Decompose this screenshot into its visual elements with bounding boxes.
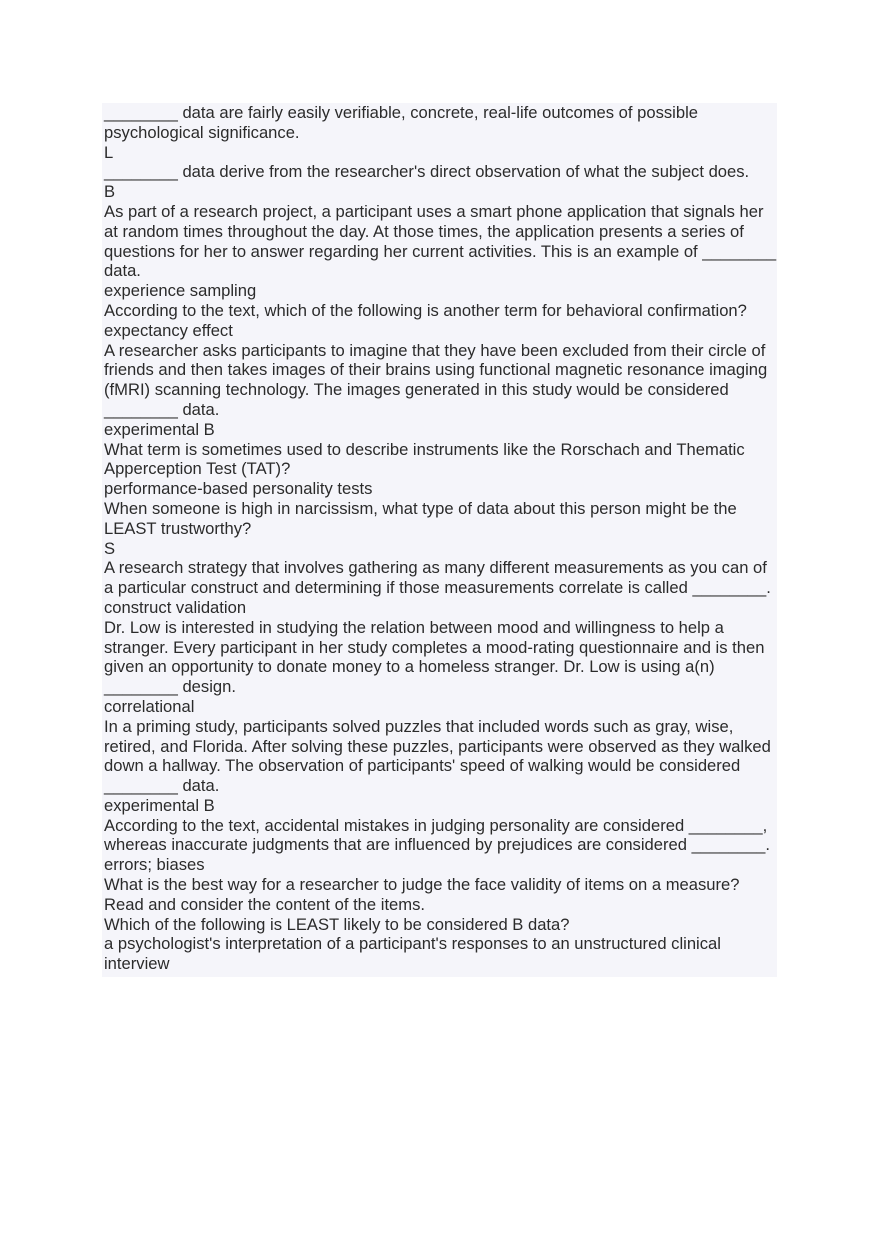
answer-text: construct validation: [104, 597, 247, 617]
question-text: In a priming study, participants solved puzzles that included words such as gray, wise, retired, and Florida. After solving these puzzles, participants were observed as they walked down a hallway. The observation of participants' speed of walking would be considered ________ data.: [104, 716, 771, 796]
question-text: What term is sometimes used to describe instruments like the Rorschach and Thematic Apperception Test (TAT)?: [104, 439, 745, 479]
answer-text: experimental B: [104, 795, 215, 815]
question-text: ________ data are fairly easily verifiable, concrete, real-life outcomes of possible psychological significance.: [104, 103, 699, 142]
question-text: As part of a research project, a participant uses a smart phone application that signals her at random times throughout the day. At those times, the application presents a series of questions for her to answer regarding her current activities. This is an example of ________ data.: [104, 201, 777, 281]
question-text: A researcher asks participants to imagine that they have been excluded from their circle of friends and then takes images of their brains using functional magnetic resonance imaging (fMRI) scanning technology. The images generated in this study would be considered ________ data.: [104, 340, 768, 419]
question-text: Which of the following is LEAST likely to be considered B data?: [104, 914, 570, 934]
question-text: What is the best way for a researcher to judge the face validity of items on a measure?: [104, 875, 740, 895]
answer-text: B: [104, 182, 116, 202]
answer-text: performance-based personality tests: [104, 479, 373, 499]
question-text: According to the text, which of the following is another term for behavioral confirmation?: [104, 300, 747, 320]
answer-text: a psychologist's interpretation of a participant's responses to an unstructured clinical interview: [104, 934, 721, 974]
answer-text: expectancy effect: [104, 320, 233, 340]
answer-text: experience sampling: [104, 281, 257, 301]
answer-text: errors; biases: [104, 855, 205, 875]
question-text: A research strategy that involves gathering as many different measurements as you can of a particular construct and determining if those measurements correlate is called ________.: [104, 558, 771, 598]
answer-text: experimental B: [104, 419, 215, 439]
question-text: According to the text, accidental mistakes in judging personality are considered ________, whereas inaccurate judgments that are influenced by prejudices are considered ________.: [104, 815, 771, 855]
answer-text: correlational: [104, 696, 195, 716]
flashcard-text-block: [102, 103, 777, 977]
question-text: When someone is high in narcissism, what type of data about this person might be the LEAST trustworthy?: [104, 498, 737, 538]
answer-text: Read and consider the content of the items.: [104, 894, 426, 914]
answer-text: L: [104, 142, 114, 162]
question-text: ________ data derive from the researcher's direct observation of what the subject does.: [104, 162, 750, 182]
answer-text: S: [104, 538, 116, 558]
question-text: Dr. Low is interested in studying the relation between mood and willingness to help a stranger. Every participant in her study completes a mood-rating questionnaire and is then given an opportunity to donate money to a homeless stranger. Dr. Low is using a(n) ________ design.: [104, 617, 765, 697]
